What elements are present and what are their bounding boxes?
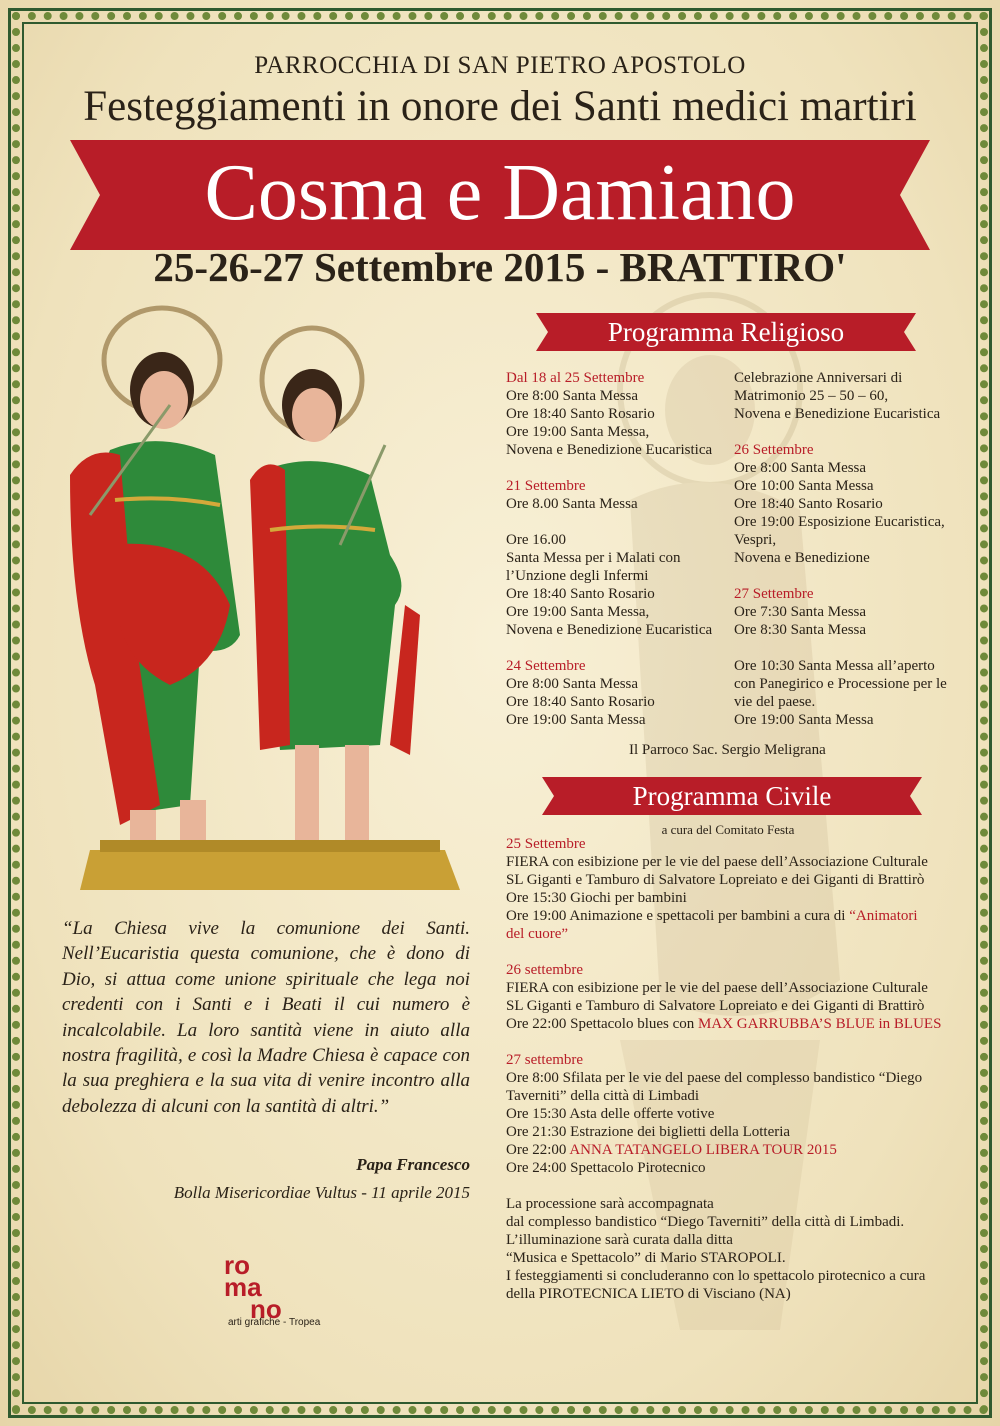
religious-left-text: Ore 8:00 Santa Messa (506, 676, 639, 692)
parish-priest-signature: Il Parroco Sac. Sergio Meligrana (629, 742, 826, 758)
svg-text:no: no (250, 1294, 282, 1324)
civil-text: ANNA TATANGELO LIBERA TOUR 2015 (569, 1142, 837, 1158)
religious-left-line (506, 405, 731, 423)
religious-left-line (506, 549, 731, 567)
religious-left-line (506, 423, 731, 441)
religious-right-line (734, 585, 974, 603)
religious-right-line (734, 675, 974, 693)
religious-left-line (506, 693, 731, 711)
civil-line (506, 979, 966, 997)
religious-left-text: Ore 8.00 Santa Messa (506, 496, 638, 512)
religious-left-text: Ore 16.00 (506, 532, 566, 548)
civil-line (506, 1141, 966, 1159)
religious-right-text: Ore 7:30 Santa Messa (734, 604, 867, 620)
religious-right-line (734, 387, 974, 405)
religious-left-line (506, 711, 731, 729)
religious-left-line (506, 657, 731, 675)
religious-right-line (734, 657, 974, 675)
religious-right-text: Celebrazione Anniversari di (734, 370, 903, 386)
religious-left-line (506, 639, 731, 657)
civil-text: SL Giganti e Tamburo di Salvatore Lopreiato e dei Giganti di Brattirò (506, 872, 925, 888)
festival-subtitle: Festeggiamenti in onore dei Santi medici martiri (83, 83, 917, 130)
religious-right-text: Ore 10:00 Santa Messa (734, 478, 874, 494)
religious-right-line (734, 567, 974, 585)
civil-line (506, 1231, 966, 1249)
civil-text: L’illuminazione sarà curata dalla ditta (506, 1232, 733, 1248)
civil-line (506, 1105, 966, 1123)
civil-program-heading: Programma Civile (632, 781, 832, 811)
civil-line (506, 1123, 966, 1141)
religious-left-line (506, 603, 731, 621)
religious-right-line (734, 369, 974, 387)
civil-line (506, 1051, 966, 1069)
civil-line (506, 835, 966, 853)
religious-left-text: Ore 18:40 Santo Rosario (506, 694, 655, 710)
religious-left-line (506, 477, 731, 495)
religious-left-text: Ore 18:40 Santo Rosario (506, 586, 655, 602)
event-dates: 25-26-27 Settembre 2015 - BRATTIRO' (153, 244, 847, 290)
civil-text: della PIROTECNICA LIETO di Visciano (NA) (506, 1286, 791, 1302)
religious-right-text (734, 640, 738, 656)
religious-left-line (506, 459, 731, 477)
religious-right-text (734, 424, 738, 440)
religious-right-text: Ore 19:00 Santa Messa (734, 712, 874, 728)
religious-left-text (506, 460, 510, 476)
religious-right-text (734, 568, 738, 584)
civil-text (506, 1178, 510, 1194)
religious-right-line (734, 693, 974, 711)
civil-text: 27 settembre (506, 1052, 584, 1068)
civil-text: Ore 19:00 Animazione e spettacoli per bambini a cura di (506, 908, 850, 924)
civil-text: Ore 21:30 Estrazione dei biglietti della Lotteria (506, 1124, 791, 1140)
religious-right-line (734, 531, 974, 549)
religious-right-text: 27 Settembre (734, 586, 814, 602)
civil-line (506, 1159, 966, 1177)
civil-text: Ore 24:00 Spettacolo Pirotecnico (506, 1160, 706, 1176)
civil-text: Ore 15:30 Giochi per bambini (506, 890, 687, 906)
religious-right-text: Ore 8:30 Santa Messa (734, 622, 867, 638)
religious-left-text (506, 640, 510, 656)
religious-left-line (506, 675, 731, 693)
svg-text:ro: ro (224, 1250, 250, 1280)
civil-text: Taverniti” della città di Limbadi (506, 1088, 700, 1104)
civil-line (506, 925, 966, 943)
civil-line (506, 1195, 966, 1213)
religious-right-line (734, 621, 974, 639)
pope-quote: “La Chiesa vive la comunione dei Santi. Nell’Eucaristia questa comunione, che è dono di Dio, si attua come unione spirituale che lega noi credenti con i Santi e i Beati il cui numero è incalcolabile. La loro santità viene in aiuto alla nostra fragilità, e così la Madre Chiesa è capace con la sua preghiera e la sua vita di venire incontro alla debolezza di alcuni con la santità di altri.” (62, 918, 470, 1117)
quote-author: Papa Francesco (356, 1155, 470, 1174)
civil-line (506, 961, 966, 979)
civil-text: La processione sarà accompagnata (506, 1196, 714, 1212)
civil-text: dal complesso bandistico “Diego Taverniti” della città di Limbadi. (506, 1214, 905, 1230)
religious-left-line (506, 513, 731, 531)
civil-text: Ore 22:00 Spettacolo blues con (506, 1016, 699, 1032)
religious-right-line (734, 441, 974, 459)
religious-right-line (734, 711, 974, 729)
religious-right-text: Ore 10:30 Santa Messa all’aperto (734, 658, 935, 674)
civil-program-list (506, 835, 966, 1303)
quote-source: Bolla Misericordiae Vultus - 11 aprile 2015 (173, 1183, 470, 1202)
svg-text:ma: ma (224, 1272, 262, 1302)
civil-line (506, 889, 966, 907)
main-title: Cosma e Damiano (204, 149, 796, 237)
religious-left-line (506, 387, 731, 405)
religious-left-text: 21 Settembre (506, 478, 586, 494)
civil-text (506, 944, 510, 960)
civil-program-subheading: a cura del Comitato Festa (661, 822, 795, 837)
religious-right-line (734, 477, 974, 495)
religious-left-text: Ore 8:00 Santa Messa (506, 388, 639, 404)
religious-right-text: Ore 8:00 Santa Messa (734, 460, 867, 476)
religious-right-line (734, 423, 974, 441)
religious-right-text: Matrimonio 25 – 50 – 60, (734, 388, 889, 404)
religious-right-line (734, 639, 974, 657)
civil-line (506, 1177, 966, 1195)
religious-left-text: Novena e Benedizione Eucaristica (506, 622, 713, 638)
civil-line (506, 1069, 966, 1087)
civil-text: “Animatori (849, 908, 918, 924)
religious-left-line (506, 567, 731, 585)
civil-text: I festeggiamenti si concluderanno con lo spettacolo pirotecnico a cura (506, 1268, 926, 1284)
civil-line (506, 943, 966, 961)
religious-right-text: vie del paese. (734, 694, 816, 710)
civil-line (506, 853, 966, 871)
civil-text: del cuore” (506, 926, 569, 942)
religious-program-heading: Programma Religioso (607, 317, 845, 347)
religious-right-line (734, 603, 974, 621)
religious-right-text: Vespri, (734, 532, 777, 548)
religious-left-text: Ore 19:00 Santa Messa (506, 712, 646, 728)
religious-left-line (506, 441, 731, 459)
civil-text: FIERA con esibizione per le vie del paese dell’Associazione Culturale (506, 854, 928, 870)
religious-left-line (506, 531, 731, 549)
civil-line (506, 907, 966, 925)
religious-right-text: Novena e Benedizione Eucaristica (734, 406, 941, 422)
religious-right-line (734, 405, 974, 423)
religious-left-text (506, 514, 510, 530)
religious-right-line (734, 459, 974, 477)
religious-left-text: Ore 19:00 Santa Messa, (506, 424, 650, 440)
civil-line (506, 1285, 966, 1303)
civil-line (506, 871, 966, 889)
civil-line (506, 997, 966, 1015)
religious-left-line (506, 369, 731, 387)
religious-program-left-column (506, 369, 731, 729)
religious-right-text: con Panegirico e Processione per le (734, 676, 947, 692)
civil-text (506, 1034, 510, 1050)
religious-right-text: 26 Settembre (734, 442, 814, 458)
civil-line (506, 1249, 966, 1267)
religious-right-line (734, 549, 974, 567)
civil-text: MAX GARRUBBA’S BLUE in BLUES (698, 1016, 942, 1032)
civil-text: SL Giganti e Tamburo di Salvatore Lopreiato e dei Giganti di Brattirò (506, 998, 925, 1014)
civil-text: Ore 8:00 Sfilata per le vie del paese del complesso bandistico “Diego (506, 1070, 923, 1086)
religious-program-right-column (734, 369, 974, 729)
religious-left-line (506, 585, 731, 603)
religious-left-line (506, 495, 731, 513)
religious-right-text: Ore 18:40 Santo Rosario (734, 496, 883, 512)
civil-text: FIERA con esibizione per le vie del paese dell’Associazione Culturale (506, 980, 928, 996)
civil-line (506, 1015, 966, 1033)
religious-left-text: Santa Messa per i Malati con (506, 550, 681, 566)
religious-left-line (506, 621, 731, 639)
religious-left-text: Ore 18:40 Santo Rosario (506, 406, 655, 422)
saints-statue-image (50, 305, 480, 895)
religious-left-text: l’Unzione degli Infermi (506, 568, 649, 584)
religious-left-text: Dal 18 al 25 Settembre (506, 370, 645, 386)
religious-right-text: Ore 19:00 Esposizione Eucaristica, (734, 514, 945, 530)
civil-line (506, 1267, 966, 1285)
logo-subtitle: arti grafiche - Tropea (228, 1317, 321, 1328)
civil-line (506, 1033, 966, 1051)
religious-right-line (734, 513, 974, 531)
civil-text: Ore 22:00 (506, 1142, 570, 1158)
religious-left-text: Ore 19:00 Santa Messa, (506, 604, 650, 620)
civil-text: “Musica e Spettacolo” di Mario STAROPOLI. (506, 1250, 786, 1266)
religious-right-text: Novena e Benedizione (734, 550, 870, 566)
civil-line (506, 1213, 966, 1231)
religious-left-text: 24 Settembre (506, 658, 586, 674)
civil-text: 26 settembre (506, 962, 584, 978)
parish-name: PARROCCHIA DI SAN PIETRO APOSTOLO (254, 52, 746, 79)
religious-right-line (734, 495, 974, 513)
civil-text: 25 Settembre (506, 836, 586, 852)
religious-left-text: Novena e Benedizione Eucaristica (506, 442, 713, 458)
civil-text: Ore 15:30 Asta delle offerte votive (506, 1106, 715, 1122)
civil-line (506, 1087, 966, 1105)
